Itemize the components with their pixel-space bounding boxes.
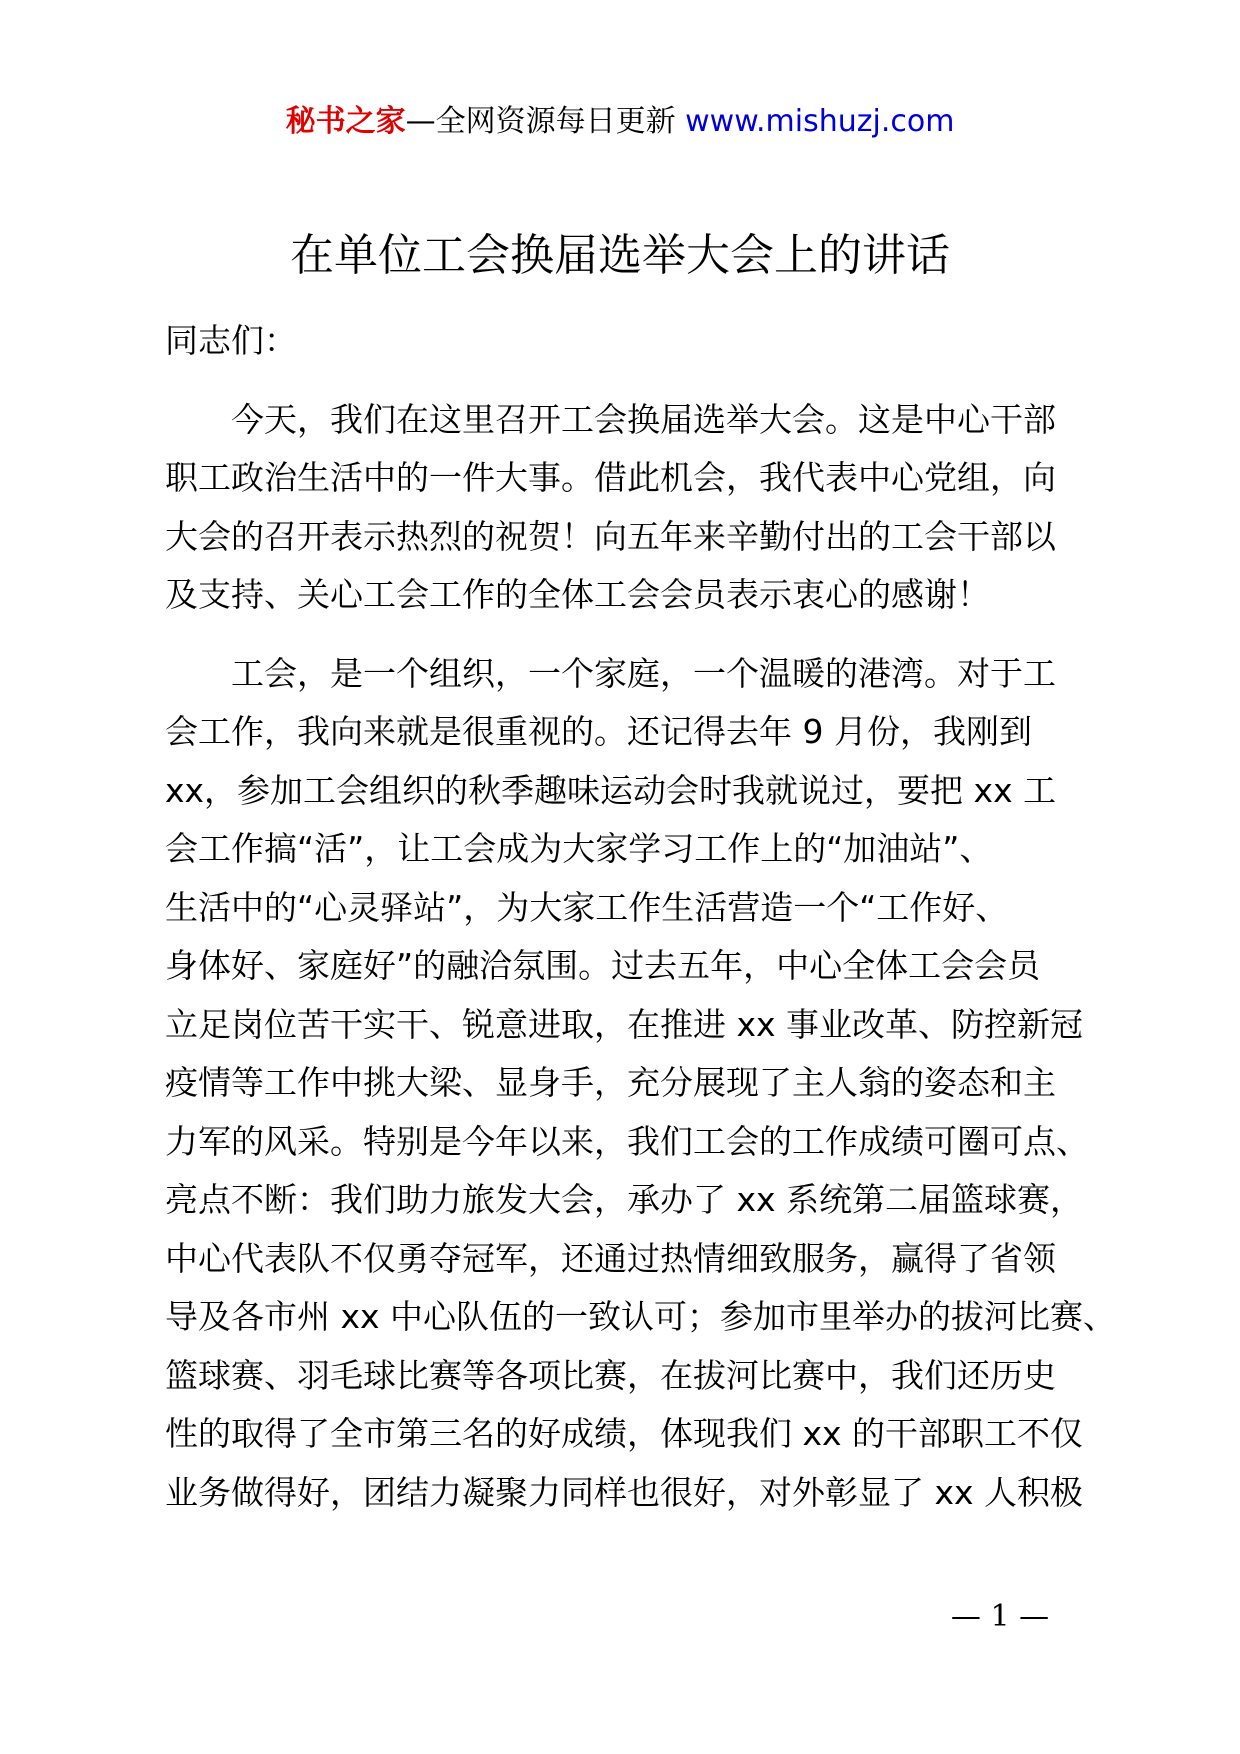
document-title: 在单位工会换届选举大会上的讲话: [290, 230, 950, 281]
text-line: 及支持、关心工会工作的全体工会会员表示衷心的感谢！: [165, 575, 990, 614]
text-line: 篮球赛、羽毛球比赛等各项比赛，在拔河比赛中，我们还历史: [165, 1355, 1056, 1395]
site-header: [0, 100, 1240, 144]
text-line: 性的取得了全市第三名的好成绩，体现我们 xx 的干部职工不仅: [165, 1414, 1084, 1453]
header-slogan: —全网资源每日更新: [405, 104, 676, 139]
document-body: [165, 312, 1117, 1542]
text-line: 中心代表队不仅勇夺冠军，还通过热情细致服务，赢得了省领: [165, 1238, 1056, 1278]
paragraph-1: [165, 391, 1095, 625]
text-line: 会工作搞“活”，让工会成为大家学习工作上的“加油站”、: [165, 829, 993, 868]
greeting: 同志们：: [165, 321, 297, 360]
text-line: 会工作，我向来就是很重视的。还记得去年 9 月份，我刚到: [165, 712, 1032, 751]
text-line: 身体好、家庭好”的融洽氛围。过去五年，中心全体工会会员: [165, 946, 1041, 985]
text-line: 亮点不断：我们助力旅发大会，承办了 xx 系统第二届篮球赛，: [165, 1180, 1084, 1219]
site-url-link[interactable]: www.mishuzj.com: [685, 104, 955, 139]
brand-name: 秘书之家: [285, 104, 406, 139]
text-line: 立足岗位苦干实干、锐意进取，在推进 xx 事业改革、防控新冠: [165, 1004, 1084, 1044]
text-line: 今天，我们在这里召开工会换届选举大会。这是中心干部: [231, 399, 1056, 439]
page-number: — 1 —: [950, 1599, 1050, 1634]
text-line: 疫情等工作中挑大梁、显身手，充分展现了主人翁的姿态和主: [165, 1063, 1056, 1102]
text-line: 工会，是一个组织，一个家庭，一个温暖的港湾。对于工: [231, 653, 1056, 693]
paragraph-2: [165, 645, 1117, 1523]
text-line: 职工政治生活中的一件大事。借此机会，我代表中心党组，向: [165, 458, 1056, 497]
text-line: 生活中的“心灵驿站”，为大家工作生活营造一个“工作好、: [165, 887, 1009, 927]
text-line: 大会的召开表示热烈的祝贺！向五年来辛勤付出的工会干部以: [165, 516, 1056, 556]
text-line: 业务做得好，团结力凝聚力同样也很好，对外彰显了 xx 人积极: [165, 1472, 1084, 1512]
text-line: 导及各市州 xx 中心队伍的一致认可；参加市里举办的拔河比赛、: [165, 1297, 1117, 1336]
text-line: xx，参加工会组织的秋季趣味运动会时我就说过，要把 xx 工: [165, 770, 1057, 810]
text-line: 力军的风采。特别是今年以来，我们工会的工作成绩可圈可点、: [165, 1121, 1089, 1161]
